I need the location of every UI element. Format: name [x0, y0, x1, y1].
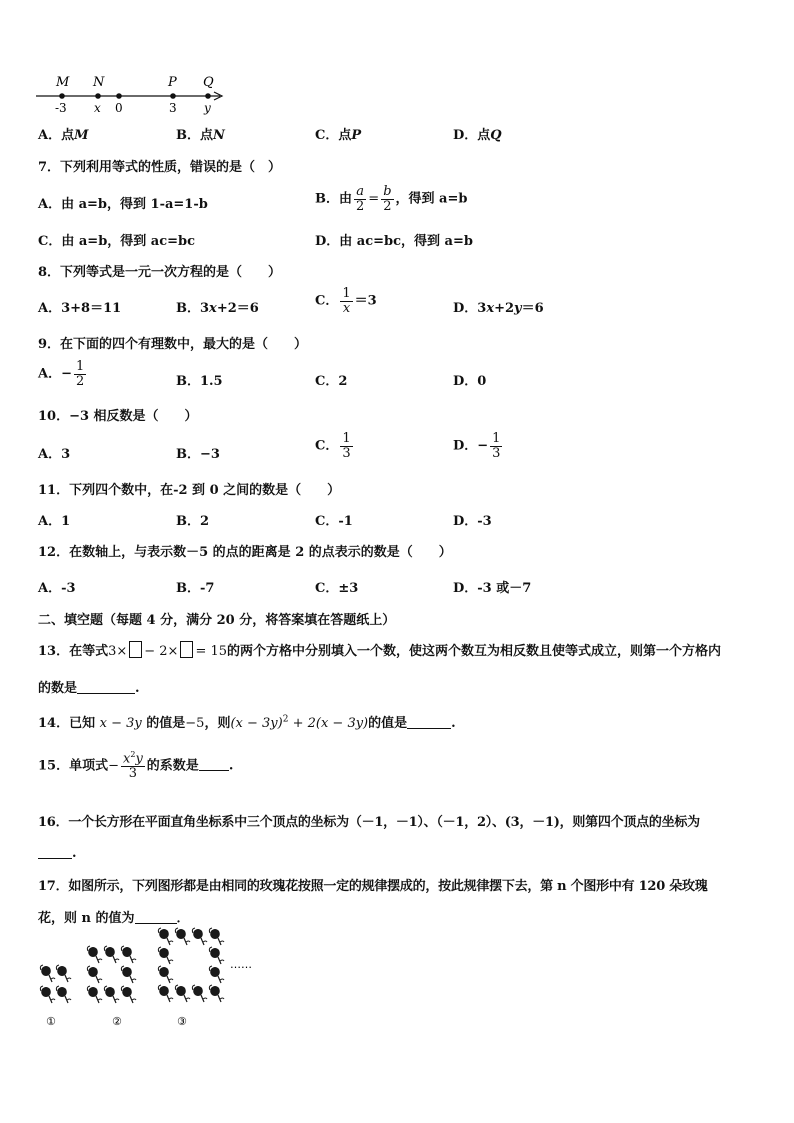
q14-mid2: ，则 [204, 716, 231, 731]
q6-option-b-label: B．点 [176, 128, 213, 143]
label-M: M [56, 75, 70, 90]
rose-icon [209, 966, 224, 983]
rose-icon [104, 946, 119, 963]
q15-end: . [228, 758, 234, 774]
q15-num-y: y [135, 751, 143, 767]
q11-option-a[interactable]: A．1 [38, 514, 71, 529]
rose-icon [40, 965, 55, 982]
q15-minus: − [108, 758, 119, 774]
q16-line2 [38, 846, 77, 861]
frac-den: 2 [383, 198, 392, 214]
q16-end: . [72, 846, 77, 861]
q11-stem: 11．下列四个数中，在-2 到 0 之间的数是（ ） [38, 483, 341, 498]
q6-option-b[interactable] [176, 124, 225, 143]
frac-num: 1 [492, 431, 501, 446]
q9-stem: 9．在下面的四个有理数中，最大的是（ ） [38, 337, 308, 352]
point-M [59, 93, 65, 99]
rose-icon [56, 986, 71, 1003]
q7-option-c[interactable]: C．由 a=b，得到 ac=bc [38, 234, 196, 249]
frac-den: 2 [75, 373, 85, 389]
q14-value: −5 [185, 716, 205, 731]
q10-fraction-neg-1-over-3 [490, 432, 502, 460]
figure-label-3: ③ [177, 1015, 187, 1028]
q15-prefix: 15．单项式 [38, 758, 109, 774]
q10-stem: 10．−3 相反数是（ ） [38, 409, 198, 424]
q7-fraction-b-over-2 [381, 185, 393, 213]
tick-label-y: y [204, 101, 211, 115]
q12-option-c[interactable]: C．±3 [315, 581, 359, 596]
q7-option-b-suffix: ，得到 a=b [395, 191, 468, 207]
rose-icon [121, 986, 136, 1003]
q14-exponent: 2 [282, 714, 289, 725]
label-N: N [93, 75, 105, 90]
q17-line1: 17．如图所示，下列图形都是由相同的玫瑰花按照一定的规律摆成的，按此规律摆下去，第 n 个图形中有 120 朵玫瑰 [38, 879, 708, 894]
q8-b-suffix: +2＝6 [216, 301, 259, 316]
q13-line1 [38, 640, 721, 659]
q11-option-b[interactable]: B．2 [176, 514, 210, 529]
rose-icon [192, 985, 207, 1002]
frac-den: 3 [128, 765, 138, 781]
q8-c-prefix: C． [315, 293, 339, 309]
q7-option-d[interactable]: D．由 ac=bc，得到 a=b [315, 234, 473, 249]
q7-option-b[interactable] [315, 185, 467, 213]
frac-num: 1 [342, 431, 351, 446]
frac-num: a [356, 184, 365, 199]
q14-expr-x-minus-3y: x − 3y [99, 716, 142, 731]
q9-a-prefix: A．− [38, 366, 72, 382]
q15-fraction [121, 751, 145, 781]
q13-prefix: 13．在等式 [38, 644, 109, 659]
frac-den: 2 [356, 198, 365, 214]
q9-fraction-1-over-2 [74, 360, 86, 388]
q6-option-c[interactable] [315, 124, 361, 143]
rose-icon [104, 986, 119, 1003]
q8-d-suffix: ＝6 [521, 301, 544, 316]
rose-icon [192, 928, 207, 945]
q6-option-d-var: Q [490, 128, 502, 143]
frac-den: 3 [492, 445, 501, 461]
rose-icon [158, 928, 173, 945]
tick-label-0: 0 [115, 101, 123, 115]
q9-option-b[interactable]: B．1.5 [176, 374, 223, 389]
q6-option-d[interactable] [453, 124, 502, 143]
rose-icon [209, 985, 224, 1002]
q15-answer-blank[interactable] [199, 770, 229, 771]
q13-line2-text: 的数是 [38, 681, 78, 696]
q10-option-b[interactable]: B．−3 [176, 447, 220, 462]
q8-d-mid: +2 [494, 301, 515, 316]
q6-option-a[interactable] [38, 124, 88, 143]
q8-d-var2: y [514, 301, 522, 316]
q8-b-var: x [209, 301, 217, 316]
label-Q: Q [203, 75, 214, 90]
point-N [95, 93, 101, 99]
point-Q [205, 93, 211, 99]
q14-end: . [451, 716, 456, 731]
rose-icon [87, 946, 102, 963]
q8-stem: 8．下列等式是一元一次方程的是（ ） [38, 265, 282, 280]
q14-expr2-rest: + 2(x − 3y) [288, 716, 369, 731]
rose-icon [56, 965, 71, 982]
q7-option-b-prefix: B．由 [315, 191, 352, 207]
rose-icon [40, 986, 55, 1003]
rose-icon [175, 928, 190, 945]
q17-end: ． [176, 911, 190, 926]
frac-den: 3 [342, 445, 351, 461]
rose-icon [158, 985, 173, 1002]
q8-fraction-1-over-x [340, 287, 352, 315]
q7-equals: = [368, 191, 380, 207]
figure-label-2: ② [112, 1015, 122, 1028]
point-zero [116, 93, 122, 99]
rose-pattern-figure [30, 922, 270, 1030]
q13-math-eq-15: = 15 [195, 644, 228, 659]
tick-label-3: 3 [169, 101, 177, 115]
q15-num-x: x [123, 751, 131, 767]
q10-d-prefix: D．− [453, 438, 489, 454]
q6-option-c-label: C．点 [315, 128, 352, 143]
q13-line2 [38, 677, 140, 696]
q8-d-var1: x [486, 301, 495, 316]
q14-suffix: 的值是 [368, 716, 408, 731]
q6-option-d-label: D．点 [453, 128, 491, 143]
q10-option-c[interactable] [315, 432, 355, 460]
rose-icon [158, 947, 173, 964]
q16-answer-blank[interactable] [38, 858, 72, 859]
q12-option-a[interactable]: A．-3 [38, 581, 76, 596]
q7-stem: 7．下列利用等式的性质，错误的是（ ） [38, 160, 282, 175]
q13-math-minus-2x: − 2× [144, 644, 179, 659]
q9-option-c[interactable]: C．2 [315, 374, 348, 389]
q6-option-b-var: N [213, 128, 225, 143]
q9-option-a[interactable] [38, 360, 88, 388]
q8-option-a[interactable]: A．3+8＝11 [38, 301, 122, 316]
rose-icon [121, 946, 136, 963]
q12-option-d[interactable]: D．-3 或－7 [453, 581, 532, 596]
frac-num: 1 [75, 359, 85, 374]
rose-icon [87, 986, 102, 1003]
rose-icon [121, 966, 136, 983]
q10-c-prefix: C． [315, 438, 339, 454]
q8-option-d[interactable] [453, 297, 544, 316]
q15-line [38, 751, 233, 781]
ellipsis: …… [230, 958, 252, 971]
q8-option-b[interactable] [176, 297, 259, 316]
q13-end: . [135, 681, 140, 696]
q12-stem: 12．在数轴上，与表示数－5 的点的距离是 2 的点表示的数是（ ） [38, 545, 452, 560]
q7-fraction-a-over-2 [354, 185, 366, 213]
q10-fraction-1-over-3 [340, 432, 352, 460]
q14-answer-blank[interactable] [407, 728, 451, 729]
q8-c-suffix: ＝3 [354, 293, 377, 309]
rose-icon [158, 966, 173, 983]
tick-label-neg3: -3 [55, 101, 67, 115]
q12-option-b[interactable]: B．-7 [176, 581, 215, 596]
point-P [170, 93, 176, 99]
frac-den: x [342, 300, 351, 316]
q10-option-d[interactable] [453, 432, 504, 460]
q8-d-prefix: D．3 [453, 301, 487, 316]
q8-option-c[interactable] [315, 287, 377, 315]
tick-label-x: x [94, 101, 101, 115]
q6-option-a-label: A．点 [38, 128, 75, 143]
rose-icon [87, 966, 102, 983]
q13-math-3x: 3× [108, 644, 128, 659]
label-P: P [168, 75, 177, 90]
q14-line [38, 712, 456, 731]
q8-b-prefix: B．3 [176, 301, 210, 316]
q13-box-2[interactable] [180, 641, 193, 658]
q14-mid: 的值是 [146, 716, 186, 731]
q14-expr2-paren: (x − 3y) [230, 716, 283, 731]
q11-option-c[interactable]: C．-1 [315, 514, 353, 529]
q9-option-d[interactable]: D．0 [453, 374, 487, 389]
q13-box-1[interactable] [129, 641, 142, 658]
frac-num: b [383, 184, 392, 199]
q17-line2-text: 花，则 n 的值为 [38, 911, 135, 926]
q14-prefix: 14．已知 [38, 716, 96, 731]
q15-suffix: 的系数是 [146, 758, 199, 774]
q15-num-sup: 2 [130, 750, 136, 759]
q6-option-c-var: P [351, 128, 362, 143]
frac-num: 1 [342, 286, 351, 301]
number-line-figure [30, 70, 240, 118]
rose-icon [209, 928, 224, 945]
q13-suffix: 的两个方格中分别填入一个数，使这两个数互为相反数且使等式成立，则第一个方格内 [227, 644, 722, 659]
figure-label-1: ① [46, 1015, 56, 1028]
q11-option-d[interactable]: D．-3 [453, 514, 492, 529]
rose-icon [175, 985, 190, 1002]
section-2-title: 二、填空题（每题 4 分，满分 20 分，将答案填在答题纸上） [38, 613, 396, 628]
rose-icon [209, 947, 224, 964]
q16-line1: 16．一个长方形在平面直角坐标系中三个顶点的坐标为（－1，－1）、（－1，2）、(3，－1)，则第四个顶点的坐标为 [38, 815, 700, 830]
frac-num [121, 751, 145, 767]
q13-answer-blank[interactable] [77, 693, 135, 694]
q7-option-a[interactable]: A．由 a=b，得到 1-a=1-b [38, 197, 208, 212]
q6-option-a-var: M [74, 128, 89, 143]
q10-option-a[interactable]: A．3 [38, 447, 71, 462]
